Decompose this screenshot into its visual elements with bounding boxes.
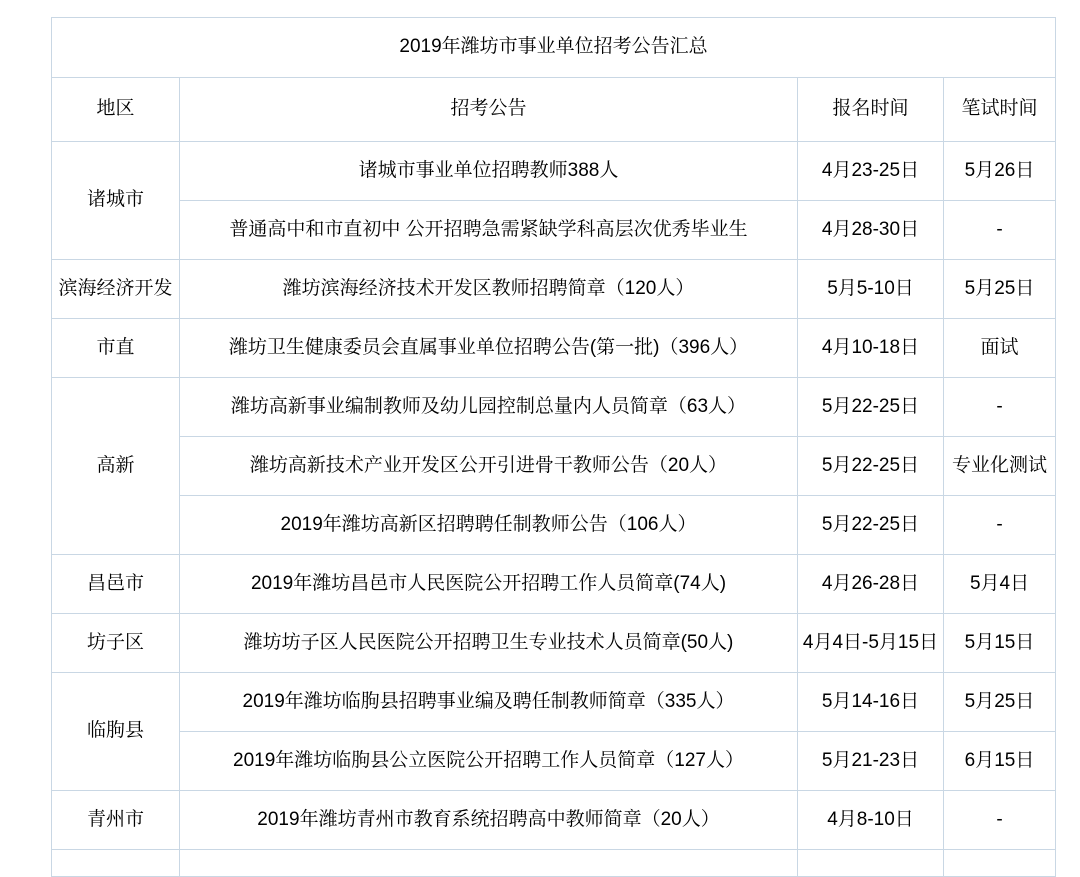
signup-time-cell: 5月22-25日 xyxy=(798,496,944,555)
table-row xyxy=(52,732,1056,791)
column-header-region: 地区 xyxy=(52,78,180,142)
table-row xyxy=(52,378,1056,437)
exam-time-cell: 5月4日 xyxy=(944,555,1056,614)
exam-time-cell: 5月26日 xyxy=(944,142,1056,201)
table-row xyxy=(52,673,1056,732)
exam-time-cell: 5月25日 xyxy=(944,260,1056,319)
announcement-link[interactable]: 2019年潍坊昌邑市人民医院公开招聘工作人员简章(74人) xyxy=(180,555,798,614)
announcement-link[interactable]: 潍坊滨海经济技术开发区教师招聘简章（120人） xyxy=(180,260,798,319)
table-header-row xyxy=(52,78,1056,142)
region-cell: 市直 xyxy=(52,319,180,378)
region-cell: 滨海经济开发 xyxy=(52,260,180,319)
region-cell: 高新 xyxy=(52,378,180,555)
announcement-link[interactable]: 诸城市事业单位招聘教师388人 xyxy=(180,142,798,201)
exam-cell-truncated xyxy=(944,850,1056,877)
announcement-link[interactable]: 潍坊坊子区人民医院公开招聘卫生专业技术人员简章(50人) xyxy=(180,614,798,673)
announcement-link[interactable]: 潍坊高新事业编制教师及幼儿园控制总量内人员简章（63人） xyxy=(180,378,798,437)
exam-time-cell: 5月25日 xyxy=(944,673,1056,732)
announcement-cell-truncated xyxy=(180,850,798,877)
exam-time-cell: - xyxy=(944,378,1056,437)
table-row xyxy=(52,791,1056,850)
table-row xyxy=(52,437,1056,496)
region-cell: 临朐县 xyxy=(52,673,180,791)
exam-time-cell: - xyxy=(944,791,1056,850)
signup-time-cell: 4月26-28日 xyxy=(798,555,944,614)
exam-time-cell: 专业化测试 xyxy=(944,437,1056,496)
announcement-link[interactable]: 2019年潍坊临朐县招聘事业编及聘任制教师简章（335人） xyxy=(180,673,798,732)
announcement-link[interactable]: 2019年潍坊高新区招聘聘任制教师公告（106人） xyxy=(180,496,798,555)
signup-time-cell: 4月10-18日 xyxy=(798,319,944,378)
signup-time-cell: 5月14-16日 xyxy=(798,673,944,732)
exam-time-cell: - xyxy=(944,201,1056,260)
exam-time-cell: 面试 xyxy=(944,319,1056,378)
signup-cell-truncated xyxy=(798,850,944,877)
exam-time-cell: 5月15日 xyxy=(944,614,1056,673)
region-cell: 青州市 xyxy=(52,791,180,850)
exam-time-cell: 6月15日 xyxy=(944,732,1056,791)
table-title-row xyxy=(52,18,1056,78)
signup-time-cell: 4月4日-5月15日 xyxy=(798,614,944,673)
signup-time-cell: 4月8-10日 xyxy=(798,791,944,850)
column-header-exam-time: 笔试时间 xyxy=(944,78,1056,142)
region-cell: 诸城市 xyxy=(52,142,180,260)
announcement-link[interactable]: 潍坊高新技术产业开发区公开引进骨干教师公告（20人） xyxy=(180,437,798,496)
table-title: 2019年潍坊市事业单位招考公告汇总 xyxy=(52,18,1056,78)
region-cell-truncated xyxy=(52,850,180,877)
column-header-announcement: 招考公告 xyxy=(180,78,798,142)
table-row xyxy=(52,142,1056,201)
announcement-table xyxy=(51,17,1056,877)
signup-time-cell: 4月23-25日 xyxy=(798,142,944,201)
table-row-truncated xyxy=(52,850,1056,877)
signup-time-cell: 5月22-25日 xyxy=(798,437,944,496)
table-row xyxy=(52,319,1056,378)
table-row xyxy=(52,496,1056,555)
region-cell: 坊子区 xyxy=(52,614,180,673)
document-page xyxy=(0,17,1080,830)
announcement-link[interactable]: 普通高中和市直初中 公开招聘急需紧缺学科高层次优秀毕业生 xyxy=(180,201,798,260)
table-row xyxy=(52,614,1056,673)
table-row xyxy=(52,555,1056,614)
announcement-link[interactable]: 潍坊卫生健康委员会直属事业单位招聘公告(第一批)（396人） xyxy=(180,319,798,378)
column-header-signup-time: 报名时间 xyxy=(798,78,944,142)
exam-time-cell: - xyxy=(944,496,1056,555)
signup-time-cell: 5月21-23日 xyxy=(798,732,944,791)
region-cell: 昌邑市 xyxy=(52,555,180,614)
table-row xyxy=(52,201,1056,260)
signup-time-cell: 5月5-10日 xyxy=(798,260,944,319)
announcement-link[interactable]: 2019年潍坊青州市教育系统招聘高中教师简章（20人） xyxy=(180,791,798,850)
signup-time-cell: 4月28-30日 xyxy=(798,201,944,260)
signup-time-cell: 5月22-25日 xyxy=(798,378,944,437)
announcement-link[interactable]: 2019年潍坊临朐县公立医院公开招聘工作人员简章（127人） xyxy=(180,732,798,791)
table-row xyxy=(52,260,1056,319)
